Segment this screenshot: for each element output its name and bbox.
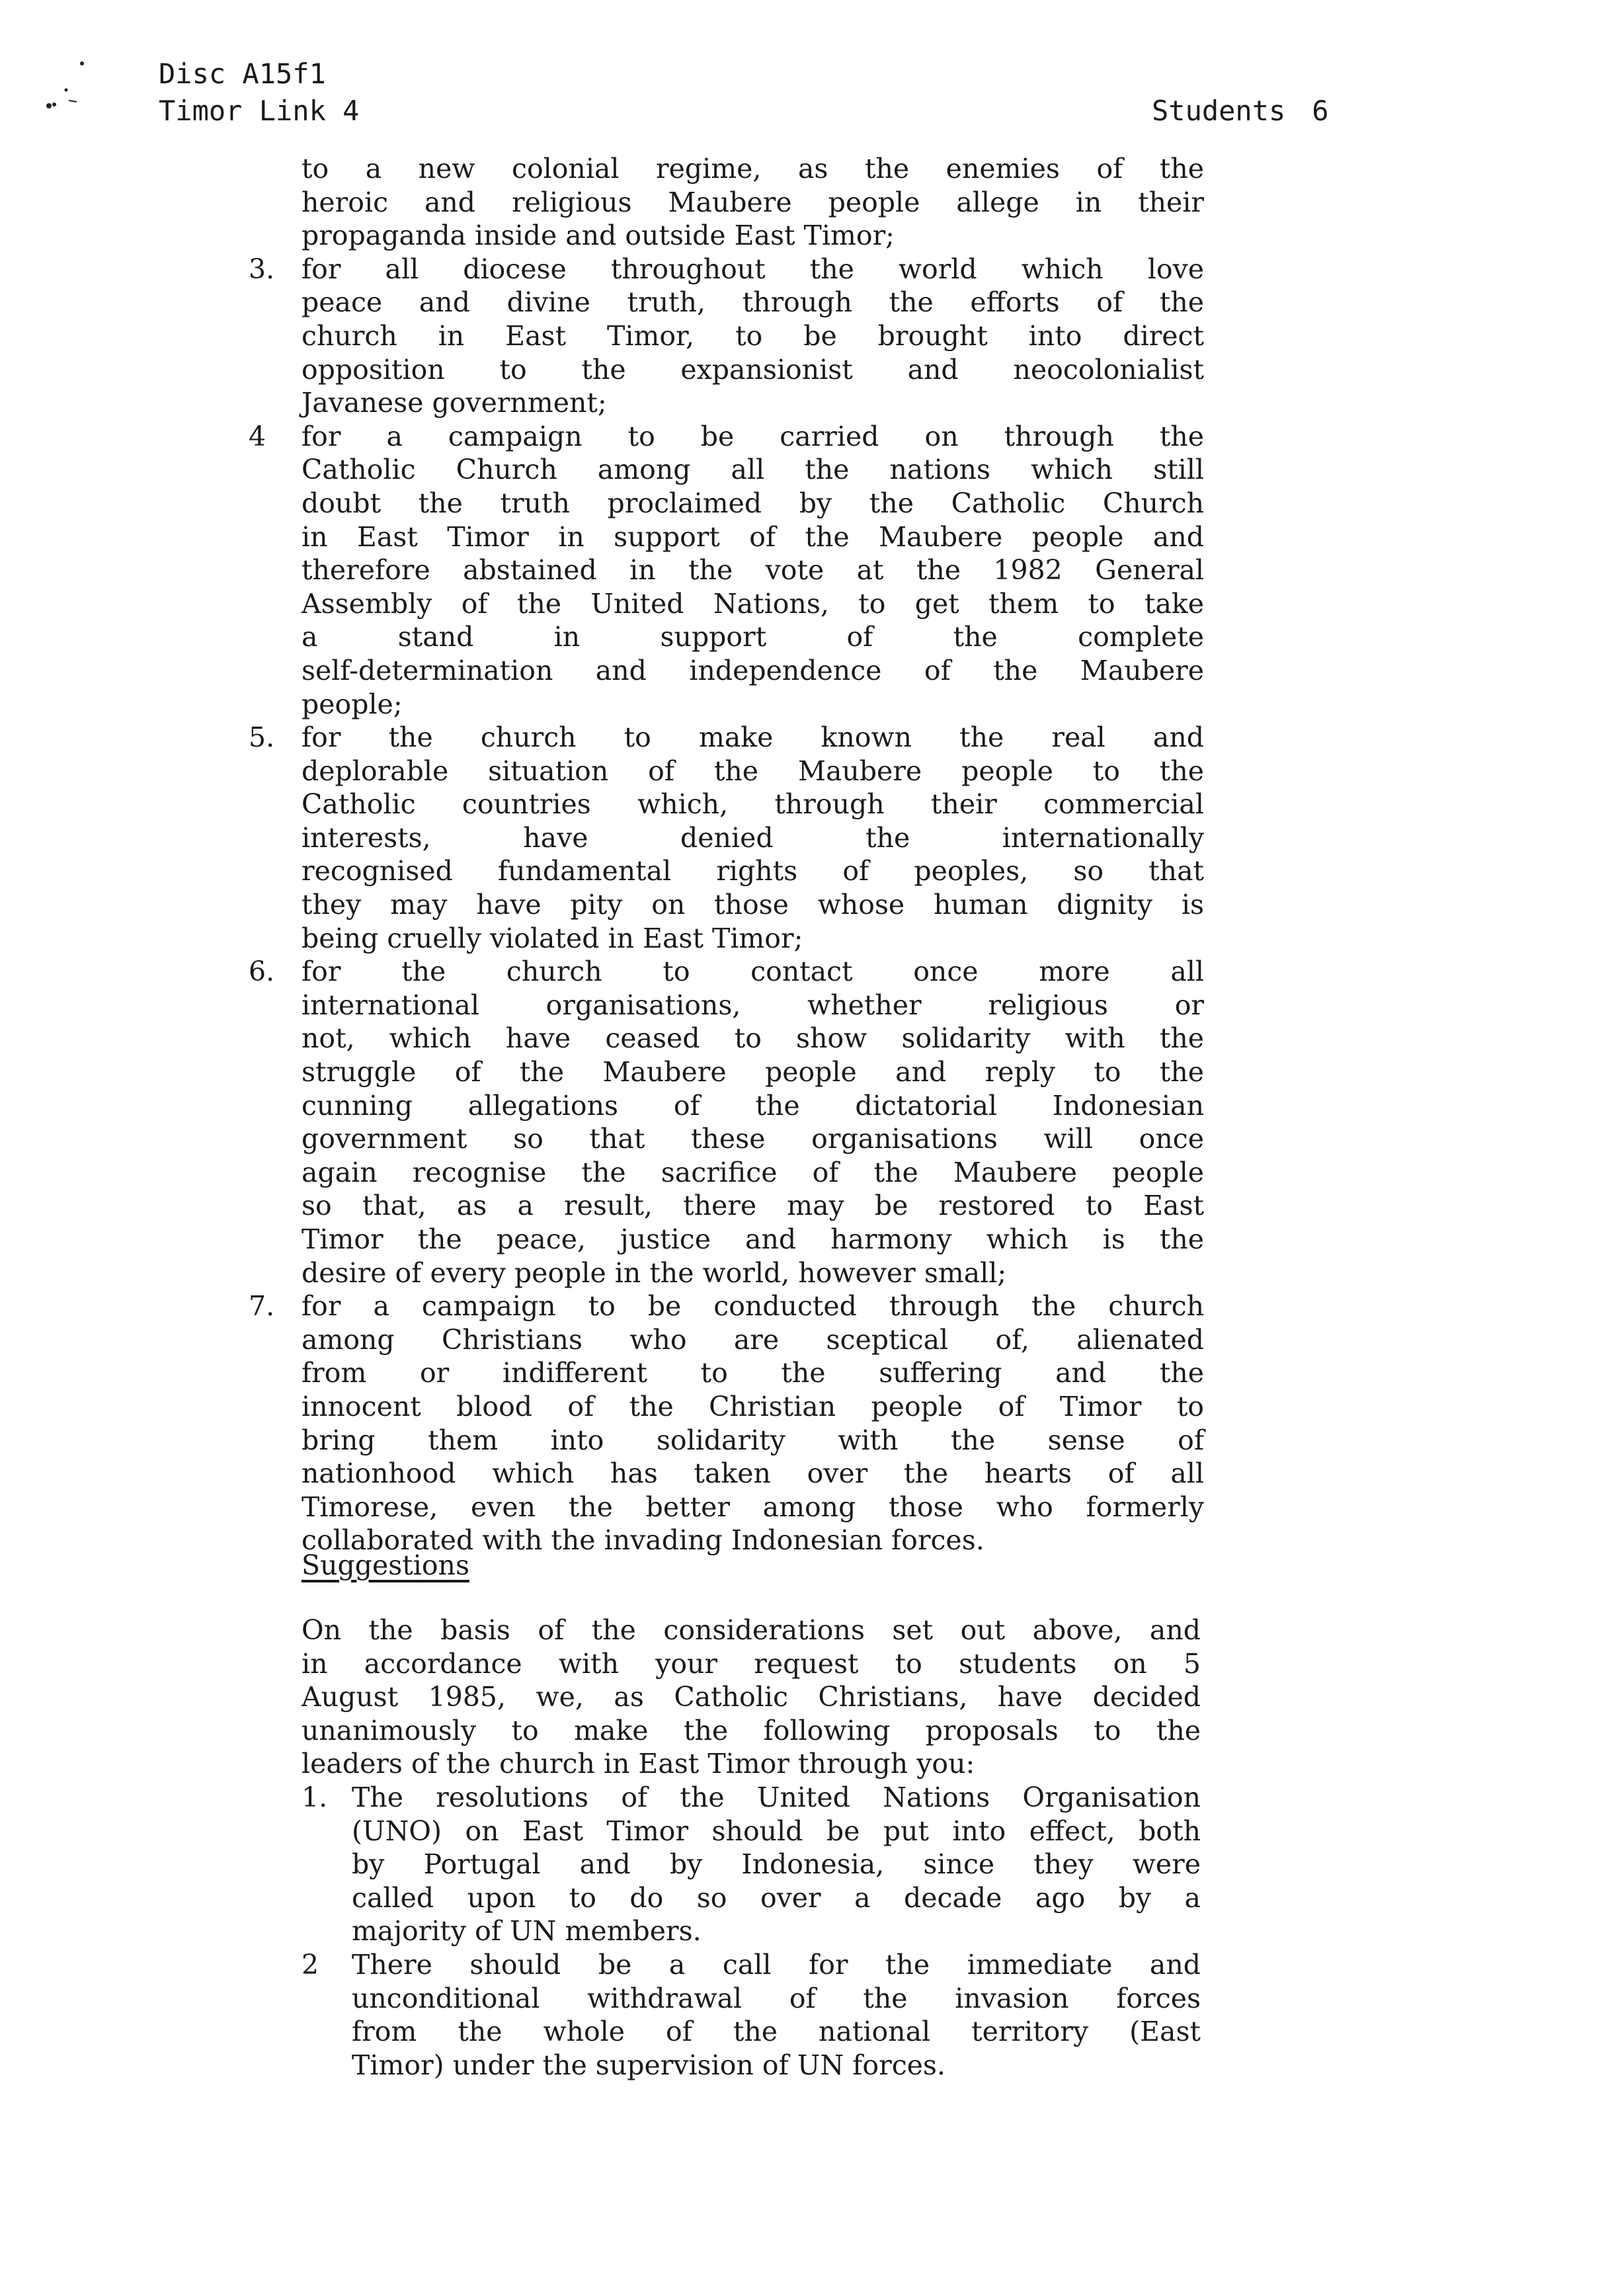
text-line: being cruelly violated in East Timor;	[302, 922, 803, 954]
text-line: Assembly of the United Nations, to get them to take	[302, 587, 1204, 620]
text-line: innocent blood of the Christian people of Timor to	[302, 1390, 1204, 1422]
list-item-3	[249, 253, 1204, 420]
text-line: On the basis of the considerations set out above, and	[302, 1614, 1201, 1646]
text-line: Catholic countries which, through their commercial	[302, 788, 1204, 821]
suggestion-item-1	[302, 1781, 1201, 1948]
text-line: for the church to make known the real and	[302, 721, 1204, 754]
proposals-list	[249, 152, 1204, 1557]
text-line: struggle of the Maubere people and reply to the	[302, 1056, 1204, 1088]
list-item-7	[249, 1290, 1204, 1557]
item-number: 5.	[249, 721, 275, 754]
item-number: 7.	[249, 1290, 275, 1323]
suggestion-item-2	[302, 1948, 1201, 2082]
text-line: Catholic Church among all the nations which still	[302, 454, 1204, 486]
page-number: 6	[1312, 95, 1329, 127]
text-line: church in East Timor, to be brought into direct	[302, 319, 1204, 352]
text-line: called upon to do so over a decade ago by a	[352, 1881, 1201, 1914]
text-line: nationhood which has taken over the hearts of all	[302, 1457, 1204, 1490]
text-line: bring them into solidarity with the sense of	[302, 1424, 1204, 1456]
disc-reference: Disc A15f1	[159, 58, 326, 90]
text-line: Javanese government;	[302, 387, 607, 419]
list-item-5	[249, 721, 1204, 955]
item-number: 3.	[249, 253, 275, 285]
suggestions-list	[302, 1781, 1201, 2082]
text-line: self-determination and independence of the Maubere	[302, 654, 1204, 686]
text-line: unconditional withdrawal of the invasion forces	[352, 1982, 1201, 2014]
item-number: 6.	[249, 956, 275, 988]
suggestions-heading: Suggestions	[302, 1549, 470, 1581]
text-line: unanimously to make the following proposals to the	[302, 1714, 1201, 1746]
text-line: doubt the truth proclaimed by the Catholic Church	[302, 487, 1204, 519]
text-line: for a campaign to be conducted through the church	[302, 1290, 1204, 1323]
text-line: cunning allegations of the dictatorial Indonesian	[302, 1089, 1204, 1122]
text-line: recognised fundamental rights of peoples, so that	[302, 855, 1204, 887]
text-line: collaborated with the invading Indonesian forces.	[302, 1524, 985, 1557]
text-line: propaganda inside and outside East Timor;	[302, 220, 895, 252]
text-line: Timorese, even the better among those who formerly	[302, 1491, 1204, 1523]
text-line: in East Timor in support of the Maubere people and	[302, 520, 1204, 553]
list-item-4	[249, 420, 1204, 721]
item-number: 2	[302, 1948, 319, 1981]
text-line: opposition to the expansionist and neocolonialist	[302, 353, 1204, 386]
text-line: leaders of the church in East Timor through you:	[302, 1748, 975, 1780]
text-line: they may have pity on those whose human dignity is	[302, 889, 1204, 921]
continued-paragraph	[302, 152, 1204, 253]
suggestions-intro	[302, 1614, 1201, 1781]
text-line: a stand in support of the complete	[302, 621, 1204, 653]
text-line: international organisations, whether religious or	[302, 989, 1204, 1021]
text-line: interests, have denied the internationally	[302, 821, 1204, 854]
text-line: for all diocese throughout the world which love	[302, 253, 1204, 285]
text-line: not, which have ceased to show solidarity with the	[302, 1022, 1204, 1055]
text-line: heroic and religious Maubere people allege in their	[302, 186, 1204, 218]
text-line: majority of UN members.	[352, 1915, 702, 1948]
text-line: by Portugal and by Indonesia, since they were	[352, 1848, 1201, 1881]
document-header-right	[1152, 93, 1329, 130]
text-line: for a campaign to be carried on through the	[302, 420, 1204, 452]
publication-reference: Timor Link 4	[159, 95, 360, 127]
text-line: There should be a call for the immediate and	[352, 1948, 1201, 1981]
text-line: from the whole of the national territory (East	[352, 2016, 1201, 2048]
scan-specks	[40, 60, 93, 119]
text-line: for the church to contact once more all	[302, 956, 1204, 988]
list-item-6	[249, 955, 1204, 1290]
text-line: government so that these organisations will once	[302, 1123, 1204, 1155]
text-line: The resolutions of the United Nations Organisation	[352, 1781, 1201, 1813]
item-number: 1.	[302, 1781, 328, 1813]
text-line: deplorable situation of the Maubere people to the	[302, 755, 1204, 787]
section-label: Students	[1152, 95, 1286, 127]
text-line: desire of every people in the world, however small;	[302, 1256, 1007, 1289]
text-line: in accordance with your request to students on 5	[302, 1647, 1201, 1680]
text-line: so that, as a result, there may be restored to East	[302, 1190, 1204, 1222]
text-line: to a new colonial regime, as the enemies of the	[302, 153, 1204, 184]
text-line: (UNO) on East Timor should be put into effect, both	[352, 1815, 1201, 1847]
item-number: 4	[249, 420, 266, 452]
document-header-left	[159, 56, 359, 130]
text-line: Timor) under the supervision of UN forces.	[352, 2049, 945, 2081]
text-line: again recognise the sacrifice of the Maubere people	[302, 1156, 1204, 1188]
text-line: people;	[302, 688, 403, 720]
text-line: from or indifferent to the suffering and the	[302, 1357, 1204, 1389]
text-line: therefore abstained in the vote at the 1982 General	[302, 554, 1204, 587]
text-line: August 1985, we, as Catholic Christians, have decided	[302, 1681, 1201, 1713]
text-line: among Christians who are sceptical of, alienated	[302, 1323, 1204, 1356]
text-line: peace and divine truth, through the efforts of the	[302, 286, 1204, 319]
suggestions-section	[302, 1614, 1201, 2082]
text-line: Timor the peace, justice and harmony which is the	[302, 1223, 1204, 1255]
